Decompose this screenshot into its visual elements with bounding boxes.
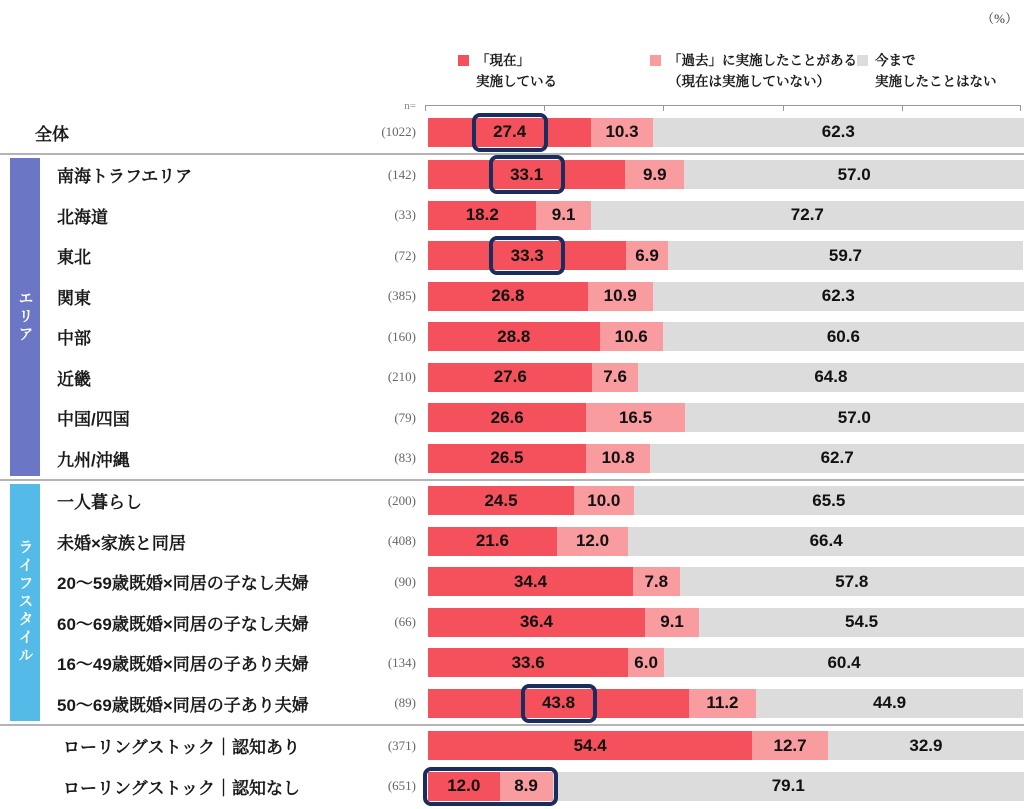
legend-swatch-past-icon: [650, 55, 661, 66]
bar-segment-never: [638, 363, 1024, 392]
legend-item-never: [857, 50, 997, 92]
bar-segment-never: [650, 444, 1024, 473]
bar-segment-past: [689, 689, 756, 718]
row-n-value: (72): [394, 247, 416, 263]
bar-segment-past: [536, 201, 590, 230]
segment-value-label: 10.3: [605, 122, 639, 142]
segment-value-label: 65.5: [812, 490, 846, 510]
bar-segment-past: [574, 486, 634, 515]
chart-row: [0, 398, 1024, 439]
segment-value-label: 10.0: [587, 490, 621, 510]
row-n-value: (90): [394, 573, 416, 589]
legend-label-never-line1: 今まで: [875, 53, 916, 68]
bar-segment-past: [586, 444, 650, 473]
chart-row: [0, 602, 1024, 643]
segment-value-label: 12.0: [575, 531, 610, 551]
stacked-bar: [428, 363, 1024, 392]
segment-value-label: 26.5: [490, 448, 524, 468]
segment-value-label: 26.8: [491, 286, 525, 306]
row-label: 16〜49歳既婚×同居の子あり夫婦: [57, 655, 309, 675]
row-n-value: (33): [394, 207, 416, 223]
bar-segment-past: [633, 567, 679, 596]
bar-segment-current: [428, 363, 592, 392]
segment-value-label: 33.1: [510, 164, 544, 184]
bar-segment-past: [500, 772, 553, 801]
bar-segment-never: [828, 731, 1024, 760]
bar-segment-past: [600, 322, 663, 351]
row-label: 全体: [35, 124, 69, 144]
row-n-value: (160): [387, 328, 416, 344]
bar-segment-current: [428, 608, 645, 637]
legend-item-current: [458, 50, 557, 92]
legend-label-current-line2: 実施している: [476, 74, 557, 89]
legend-label-never-line2: 実施したことはない: [875, 74, 997, 89]
bar-segment-past: [591, 118, 652, 147]
segment-value-label: 10.9: [603, 286, 637, 306]
segment-value-label: 26.6: [490, 407, 524, 427]
chart-row: [0, 643, 1024, 684]
row-n-value: (89): [394, 695, 416, 711]
segment-value-label: 9.1: [660, 612, 684, 632]
stacked-bar: [428, 118, 1024, 147]
segment-value-label: 62.7: [820, 448, 854, 468]
segment-value-label: 64.8: [814, 367, 848, 387]
row-label: ローリングストック｜認知あり: [63, 738, 300, 758]
axis-tick-20: [544, 106, 545, 111]
bar-segment-past: [752, 731, 828, 760]
row-n-value: (1022): [381, 124, 416, 140]
row-n-value: (66): [394, 614, 416, 630]
chart-row: [0, 317, 1024, 358]
stacked-bar: [428, 689, 1024, 718]
n-column-header: n=: [404, 100, 416, 112]
group-sidebar-lifestyle: [10, 484, 40, 721]
chart-row: [0, 236, 1024, 277]
segment-value-label: 44.9: [873, 693, 907, 713]
row-n-value: (385): [387, 288, 416, 304]
bar-segment-never: [756, 689, 1024, 718]
segment-value-label: 27.6: [493, 367, 527, 387]
percent-unit-label: （%）: [981, 11, 1018, 26]
segment-value-label: 72.7: [790, 205, 824, 225]
segment-value-label: 57.0: [837, 407, 871, 427]
row-n-value: (134): [387, 654, 416, 670]
chart-row: [0, 481, 1024, 522]
row-label: 未婚×家族と同居: [57, 533, 186, 553]
bar-segment-current: [428, 160, 625, 189]
segment-value-label: 9.1: [551, 205, 576, 225]
legend-item-past: [650, 50, 857, 92]
bar-segment-current: [428, 486, 574, 515]
row-group-lifestyle: [0, 481, 1024, 724]
chart-row: [0, 276, 1024, 317]
bar-segment-never: [680, 567, 1024, 596]
row-label: 20〜59歳既婚×同居の子なし夫婦: [57, 574, 309, 594]
row-label: 南海トラフエリア: [57, 167, 193, 187]
segment-value-label: 28.8: [497, 326, 531, 346]
bar-segment-never: [653, 282, 1024, 311]
row-n-value: (651): [387, 778, 416, 794]
bar-segment-current: [428, 241, 626, 270]
stacked-bar: [428, 648, 1024, 677]
bar-segment-never: [668, 241, 1024, 270]
legend-label-current-line1: 「現在」: [476, 53, 530, 68]
row-label: 九州/沖縄: [57, 450, 130, 470]
bar-segment-current: [428, 282, 588, 311]
legend-label-past: [668, 50, 857, 92]
segment-value-label: 54.4: [573, 735, 607, 755]
segment-value-label: 36.4: [519, 612, 554, 632]
segment-value-label: 16.5: [618, 407, 653, 427]
chart-row: [0, 112, 1024, 153]
bar-segment-current: [428, 118, 591, 147]
segment-value-label: 7.6: [603, 367, 627, 387]
segment-value-label: 62.3: [821, 122, 855, 142]
segment-value-label: 33.3: [510, 245, 544, 265]
bar-segment-never: [664, 648, 1024, 677]
axis-tick-100: [1020, 106, 1021, 111]
chart-row: [0, 683, 1024, 724]
stacked-bar: [428, 486, 1024, 515]
chart-row: [0, 766, 1024, 807]
bar-segment-current: [428, 444, 586, 473]
group-sidebar-label-area: エリア: [16, 289, 34, 344]
bar-segment-current: [428, 772, 500, 801]
segment-value-label: 43.8: [541, 693, 576, 713]
row-n-value: (200): [387, 492, 416, 508]
segment-value-label: 12.7: [773, 735, 807, 755]
segment-value-label: 10.8: [601, 448, 635, 468]
segment-value-label: 18.2: [465, 205, 499, 225]
stacked-bar: [428, 527, 1024, 556]
chart-row: [0, 357, 1024, 398]
segment-value-label: 34.4: [513, 571, 548, 591]
row-label: 近畿: [57, 369, 91, 389]
row-label: ローリングストック｜認知なし: [63, 778, 300, 798]
bar-segment-never: [553, 772, 1024, 801]
stacked-bar: [428, 731, 1024, 760]
segment-value-label: 60.6: [826, 326, 860, 346]
stacked-bar: [428, 444, 1024, 473]
bar-segment-past: [592, 363, 637, 392]
segment-value-label: 66.4: [809, 531, 843, 551]
segment-value-label: 60.4: [827, 652, 861, 672]
segment-value-label: 57.0: [837, 164, 871, 184]
bar-segment-never: [684, 160, 1024, 189]
legend-swatch-current-icon: [458, 55, 469, 66]
stacked-bar: [428, 160, 1024, 189]
legend-label-past-line1: 「過去」に実施したことがある: [668, 53, 857, 68]
bar-segment-never: [634, 486, 1024, 515]
segment-value-label: 62.3: [821, 286, 855, 306]
row-n-value: (79): [394, 409, 416, 425]
bar-segment-past: [628, 648, 664, 677]
percent-axis: [425, 105, 1021, 111]
row-label: 北海道: [57, 207, 108, 227]
segment-value-label: 54.5: [845, 612, 879, 632]
row-label: 中国/四国: [57, 410, 130, 430]
bar-segment-past: [588, 282, 653, 311]
segment-value-label: 11.2: [706, 693, 739, 713]
chart-row: [0, 155, 1024, 196]
row-n-value: (83): [394, 450, 416, 466]
segment-value-label: 33.6: [511, 652, 545, 672]
row-n-value: (210): [387, 369, 416, 385]
stacked-bar: [428, 772, 1024, 801]
segment-value-label: 6.0: [634, 652, 658, 672]
segment-value-label: 27.4: [493, 122, 527, 142]
segment-value-label: 24.5: [484, 490, 518, 510]
row-label: 東北: [57, 248, 91, 268]
chart-row: [0, 438, 1024, 479]
row-label: 50〜69歳既婚×同居の子あり夫婦: [57, 695, 309, 715]
chart-header: [0, 0, 1024, 112]
bar-segment-current: [428, 731, 752, 760]
bar-segment-past: [645, 608, 699, 637]
chart-rows: [0, 112, 1024, 807]
segment-value-label: 21.6: [475, 531, 509, 551]
row-label: 一人暮らし: [57, 493, 142, 513]
bar-segment-past: [625, 160, 684, 189]
group-sidebar-label-lifestyle: ライフスタイル: [16, 539, 34, 665]
bar-segment-never: [591, 201, 1024, 230]
bar-segment-current: [428, 648, 628, 677]
segment-value-label: 59.7: [828, 245, 862, 265]
stacked-bar: [428, 282, 1024, 311]
bar-segment-never: [628, 527, 1024, 556]
row-n-value: (408): [387, 533, 416, 549]
axis-tick-60: [783, 106, 784, 111]
row-group-total: [0, 112, 1024, 153]
row-label: 中部: [57, 329, 91, 349]
bar-segment-current: [428, 567, 633, 596]
row-group-rollingstock: [0, 726, 1024, 807]
bar-segment-current: [428, 689, 689, 718]
bar-segment-current: [428, 201, 536, 230]
chart-row: [0, 521, 1024, 562]
stacked-bar: [428, 608, 1024, 637]
row-group-area: [0, 155, 1024, 479]
axis-tick-40: [663, 106, 664, 111]
axis-tick-0: [425, 106, 426, 111]
legend-label-never: [875, 50, 997, 92]
bar-segment-never: [699, 608, 1024, 637]
legend-label-past-line2: （現在は実施していない）: [668, 74, 830, 89]
segment-value-label: 6.9: [635, 245, 659, 265]
bar-segment-never: [685, 403, 1024, 432]
stacked-bar: [428, 322, 1024, 351]
row-label: 関東: [57, 288, 91, 308]
bar-segment-past: [557, 527, 629, 556]
segment-value-label: 10.6: [614, 326, 648, 346]
segment-value-label: 8.9: [514, 776, 538, 796]
bar-segment-never: [653, 118, 1024, 147]
bar-segment-current: [428, 403, 586, 432]
stacked-bar: [428, 201, 1024, 230]
stacked-bar: [428, 403, 1024, 432]
segment-value-label: 32.9: [909, 735, 943, 755]
axis-tick-80: [902, 106, 903, 111]
row-label: 60〜69歳既婚×同居の子なし夫婦: [57, 614, 309, 634]
segment-value-label: 57.8: [835, 571, 869, 591]
bar-segment-never: [663, 322, 1024, 351]
row-n-value: (142): [387, 166, 416, 182]
chart-row: [0, 726, 1024, 767]
stacked-bar: [428, 241, 1024, 270]
segment-value-label: 7.8: [644, 571, 669, 591]
segment-value-label: 12.0: [447, 776, 481, 796]
group-sidebar-area: [10, 158, 40, 476]
chart-row: [0, 562, 1024, 603]
chart-row: [0, 195, 1024, 236]
row-n-value: (371): [387, 737, 416, 753]
segment-value-label: 79.1: [771, 776, 805, 796]
bar-segment-past: [586, 403, 684, 432]
bar-segment-past: [626, 241, 667, 270]
legend-swatch-never-icon: [857, 55, 868, 66]
legend-label-current: [476, 50, 557, 92]
bar-segment-current: [428, 322, 600, 351]
segment-value-label: 9.9: [642, 164, 667, 184]
stacked-bar: [428, 567, 1024, 596]
bar-segment-current: [428, 527, 557, 556]
